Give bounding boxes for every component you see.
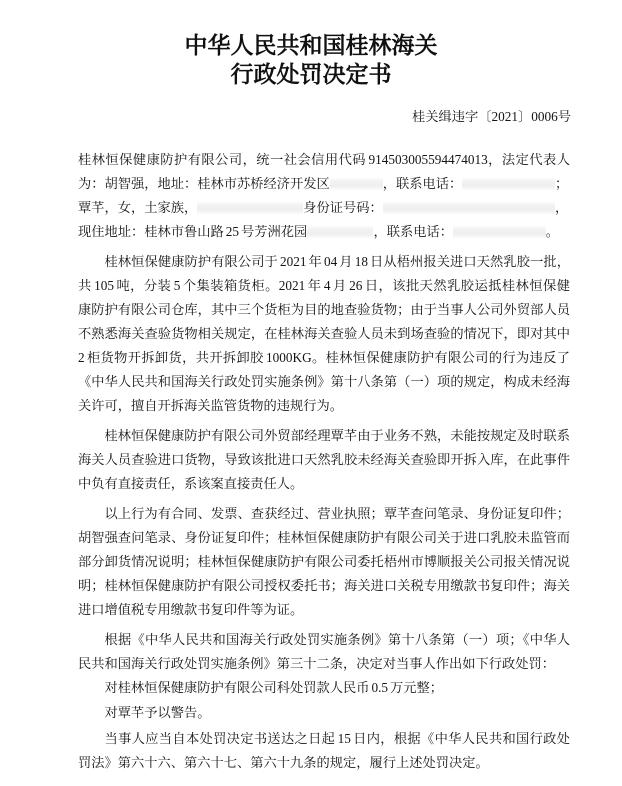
- text-line: 中负有直接责任，系该案直接责任人。: [78, 476, 304, 491]
- document-body: [78, 148, 570, 775]
- text-line: 当事人应当自本处罚决定书送达之日起 15 日内，根据《中华人民共和国行政处: [104, 731, 570, 746]
- text-segment: ；: [555, 176, 569, 191]
- responsibility-paragraph: [78, 424, 570, 496]
- text-line: 对覃芊予以警告。: [104, 705, 211, 720]
- evidence-paragraph: [78, 502, 570, 622]
- text-segment: ，联系电话：: [373, 224, 453, 239]
- text-line: 海关人员查验进口货物，导致该批进口天然乳胶未经海关查验即开拆入库，在此事件: [78, 452, 570, 467]
- text-line: 康防护有限公司仓库，其中三个货柜为目的地查验货物；由于当事人公司外贸部人员: [78, 302, 570, 317]
- text-line: 共 105 吨，分装 5 个集装箱货柜。2021 年 4 月 26 日，该批天然乳胶运抵桂林恒保健: [78, 278, 570, 293]
- title-document-type: 行政处罚决定书: [230, 62, 392, 87]
- redacted-phone-number: [462, 177, 555, 191]
- text-line: 《中华人民共和国海关行政处罚实施条例》第十八条第（一）项的规定，构成未经海: [78, 374, 570, 389]
- text-line: 进口增值税专用缴款书复印件等为证。: [78, 602, 304, 617]
- text-line: 不熟悉海关查验货物相关规定，在桂林海关查验人员未到场查验的情况下，即对其中: [78, 326, 570, 341]
- text-line: 明；桂林恒保健康防护有限公司授权委托书；海关进口关税专用缴款书复印件；海关: [78, 578, 570, 593]
- legal-basis-paragraph: [78, 628, 570, 676]
- text-line: 民共和国海关行政处罚实施条例》第三十二条，决定对当事人作出如下行政处罚：: [78, 656, 556, 671]
- text-line: [78, 196, 570, 220]
- text-line: 根据《中华人民共和国海关行政处罚实施条例》第十八条第（一）项；《中华人: [104, 632, 570, 647]
- document-number: 桂关缉违字〔2021〕0006号: [411, 109, 571, 124]
- penalty-individual-paragraph: [78, 701, 570, 725]
- text-segment: 身份证号码：: [303, 200, 383, 215]
- redacted-phone-number: [453, 225, 546, 239]
- party-information-paragraph: [78, 148, 570, 244]
- redacted-address: [330, 177, 383, 191]
- text-segment: 覃芊，女，土家族，: [78, 200, 198, 215]
- text-line: 部分卸货情况说明；桂林恒保健康防护有限公司委托梧州市博顺报关公司报关情况说: [78, 554, 570, 569]
- facts-paragraph: [78, 250, 570, 418]
- penalty-company-paragraph: [78, 676, 570, 700]
- text-segment: ，: [555, 200, 569, 215]
- text-segment: 现住地址：桂林市鲁山路 25 号芳洲花园: [78, 224, 308, 239]
- text-line: 关许可，擅自开拆海关监管货物的违规行为。: [78, 398, 344, 413]
- text-segment: 。: [545, 224, 560, 239]
- title-authority: 中华人民共和国桂林海关: [184, 33, 438, 58]
- text-line: 桂林恒保健康防护有限公司，统一社会信用代码 914503005594474013，法定代表人: [78, 152, 570, 167]
- document-title: [0, 31, 622, 89]
- redacted-birth-date: [197, 201, 303, 215]
- text-line: 2 柜货物开拆卸货，共开拆卸胶 1000KG。桂林恒保健康防护有限公司的行为违反了: [78, 350, 570, 365]
- text-line: [78, 172, 570, 196]
- redacted-address: [307, 225, 373, 239]
- text-line: 对桂林恒保健康防护有限公司科处罚款人民币 0.5 万元整；: [104, 680, 444, 695]
- text-line: 桂林恒保健康防护有限公司于 2021 年 04 月 18 日从梧州报关进口天然乳胶一批，: [104, 254, 570, 269]
- text-line: 以上行为有合同、发票、查获经过、营业执照；覃芊查问笔录、身份证复印件；: [104, 506, 570, 521]
- text-line: 罚法》第六十六、第六十七、第六十九条的规定，履行上述处罚决定。: [78, 755, 489, 770]
- redacted-id-number: [383, 201, 555, 215]
- compliance-paragraph: [78, 727, 570, 775]
- text-segment: 为：胡智强，地址：桂林市苏桥经济开发区: [78, 176, 330, 191]
- text-line: 胡智强查问笔录、身份证复印件；桂林恒保健康防护有限公司关于进口乳胶未监管而: [78, 530, 570, 545]
- text-segment: ，联系电话：: [382, 176, 463, 191]
- text-line: [78, 220, 570, 244]
- text-line: 桂林恒保健康防护有限公司外贸部经理覃芊由于业务不熟，未能按规定及时联系: [104, 428, 570, 443]
